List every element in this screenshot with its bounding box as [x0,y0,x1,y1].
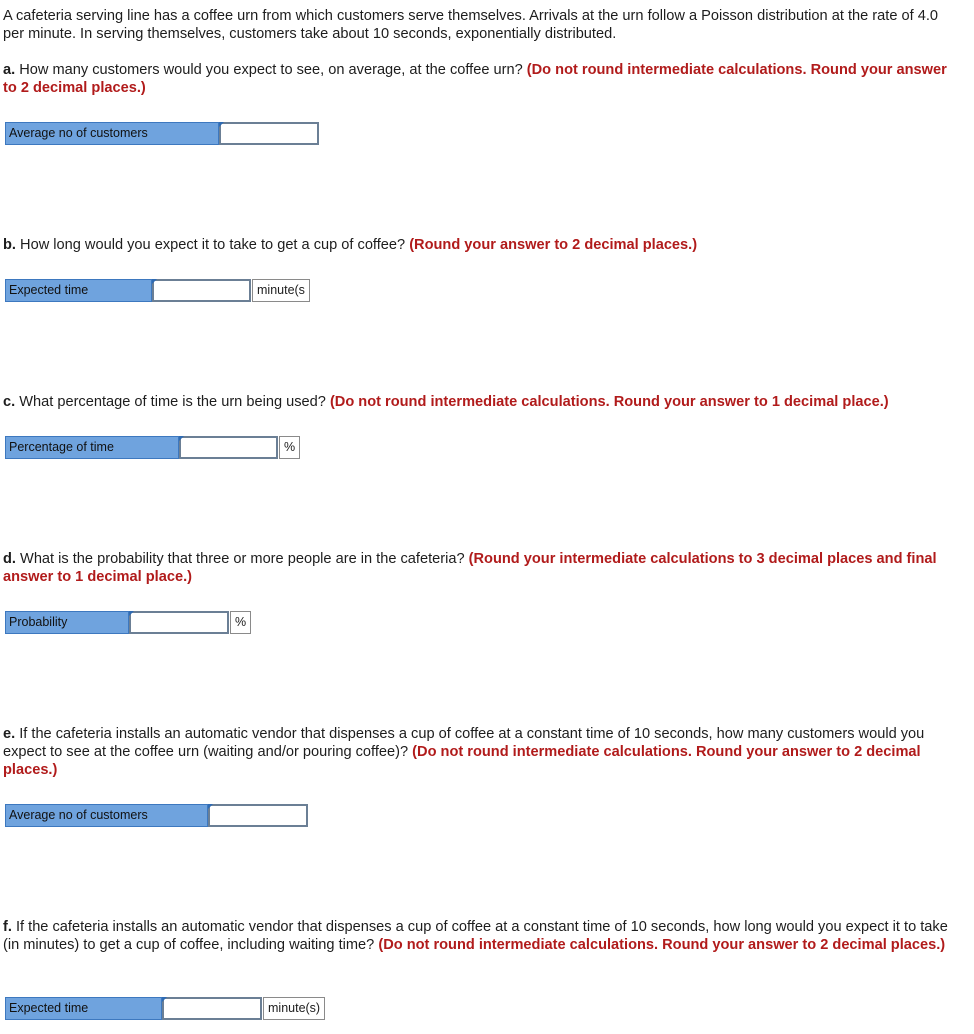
question-a [3,61,953,97]
unit-label: minute(s [252,279,310,302]
question-letter: f. [3,919,12,935]
answer-row-b [5,279,310,302]
question-letter: e. [3,726,16,742]
question-letter: c. [3,394,16,410]
question-f [3,918,953,954]
question-d [3,550,953,586]
question-b [3,236,953,254]
question-c [3,393,953,411]
answer-input-b[interactable] [152,279,251,302]
answer-row-f [5,997,325,1020]
question-letter: d. [3,551,16,567]
question-text: How many customers would you expect to see, on average, at the coffee urn? [15,62,527,78]
answer-field[interactable] [221,124,317,143]
answer-row-a [5,122,319,145]
unit-label: % [279,436,300,459]
question-text: What is the probability that three or more people are in the cafeteria? [15,551,469,567]
question-instruction: (Do not round intermediate calculations. Round your answer to 2 decimal places.) [378,937,946,953]
problem-intro: A cafeteria serving line has a coffee urn from which customers serve themselves. Arrivals at the urn follow a Poisson distribution at the rate of 4.0 per minute. In serving themselves, customers take about 10 seconds, exponentially distributed. [3,8,938,42]
question-instruction: (Do not round intermediate calculations. Round your answer to 2 decimal places.) [3,62,947,96]
answer-row-e [5,804,308,827]
question-text: How long would you expect it to take to get a cup of coffee? [15,237,410,253]
question-text: If the cafeteria installs an automatic vendor that dispenses a cup of coffee at a constant time of 10 seconds, how many customers would you expect to see at the coffee urn (waiting and/or pouring coffee)? [3,726,925,760]
answer-field[interactable] [164,999,260,1018]
answer-row-c [5,436,300,459]
question-letter: a. [3,62,16,78]
unit-label: % [230,611,251,634]
answer-label: Probability [5,611,129,634]
answer-field[interactable] [181,438,276,457]
answer-input-e[interactable] [208,804,308,827]
question-instruction: (Round your intermediate calculations to 3 decimal places and final answer to 1 decimal place.) [3,551,937,585]
answer-label: Expected time [5,997,162,1020]
answer-input-a[interactable] [219,122,319,145]
question-instruction: (Do not round intermediate calculations. Round your answer to 2 decimal places.) [3,744,921,778]
answer-label: Percentage of time [5,436,179,459]
answer-label: Expected time [5,279,152,302]
answer-input-d[interactable] [129,611,229,634]
unit-label: minute(s) [263,997,325,1020]
answer-field[interactable] [210,806,306,825]
question-text: What percentage of time is the urn being used? [15,394,330,410]
answer-input-f[interactable] [162,997,262,1020]
answer-field[interactable] [154,281,249,300]
answer-label: Average no of customers [5,804,208,827]
answer-row-d [5,611,251,634]
question-e [3,725,953,779]
answer-field[interactable] [131,613,227,632]
question-instruction: (Do not round intermediate calculations. Round your answer to 1 decimal place.) [329,394,889,410]
question-instruction: (Round your answer to 2 decimal places.) [409,237,698,253]
question-text: If the cafeteria installs an automatic vendor that dispenses a cup of coffee at a constant time of 10 seconds, how long would you expect it to take (in minutes) to get a cup of coffee, including waiting time? [3,919,948,953]
answer-label: Average no of customers [5,122,219,145]
question-letter: b. [3,237,16,253]
answer-input-c[interactable] [179,436,278,459]
